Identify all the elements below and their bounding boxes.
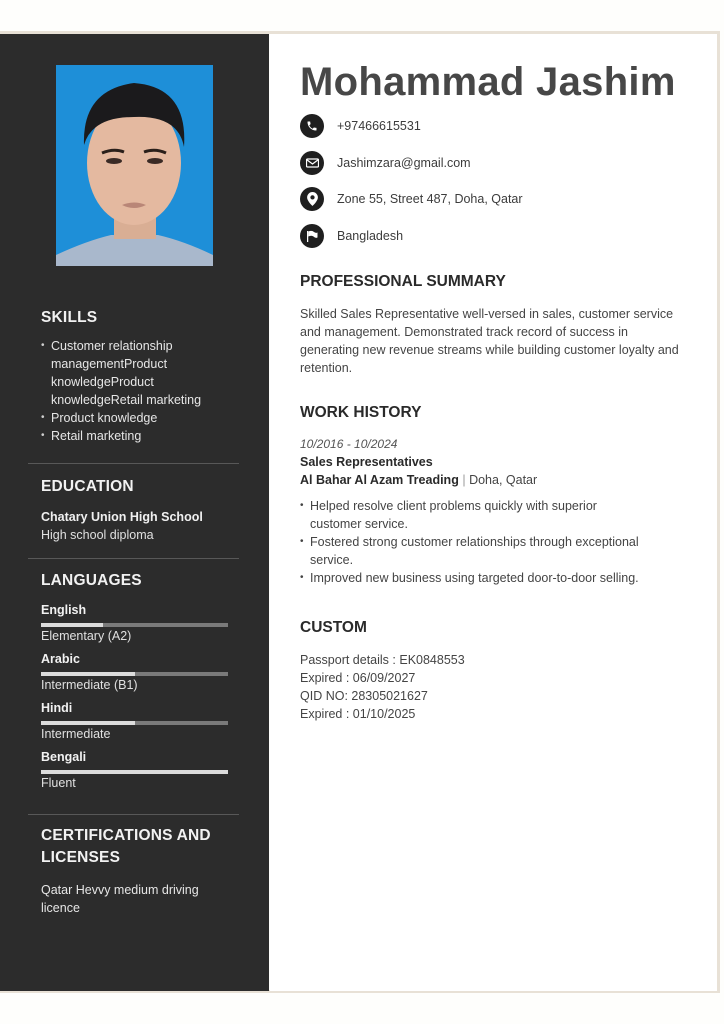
job-location: Doha, Qatar: [469, 473, 538, 487]
job-dates: 10/2016 - 10/2024: [300, 437, 398, 451]
location-pin-icon: [300, 187, 324, 211]
candidate-name: Mohammad Jashim: [300, 60, 676, 104]
language-proficiency-bar: [41, 672, 228, 676]
job-bullet: • Improved new business using targeted door-to-door selling.: [300, 569, 685, 587]
language-item: [41, 602, 241, 645]
certification-item: Qatar Hevvy medium driving licence: [41, 883, 199, 915]
education-school: Chatary Union High School: [41, 510, 203, 524]
language-level: Intermediate (B1): [41, 678, 138, 692]
skill-item: • Retail marketing: [41, 427, 241, 445]
job-company-line: [300, 471, 685, 489]
skills-list: [41, 337, 241, 445]
contact-text: Bangladesh: [337, 229, 404, 243]
qid-expiry: Expired : 01/10/2025: [300, 707, 416, 721]
language-proficiency-fill: [41, 721, 135, 725]
contact-address: [300, 187, 523, 211]
profile-photo: [56, 65, 213, 266]
job-title: Sales Representatives: [300, 455, 433, 469]
language-proficiency-bar: [41, 623, 228, 627]
contact-text: Zone 55, Street 487, Doha, Qatar: [337, 192, 523, 206]
language-name: Arabic: [41, 652, 80, 666]
language-proficiency-fill: [41, 770, 228, 774]
sidebar: [0, 34, 269, 991]
separator: |: [462, 473, 466, 487]
language-level: Elementary (A2): [41, 629, 132, 643]
certifications-heading: CERTIFICATIONS AND LICENSES: [41, 827, 211, 866]
language-name: Bengali: [41, 750, 87, 764]
section-divider: [28, 558, 239, 559]
job-bullet: • Helped resolve client problems quickly with superior customer service.: [300, 497, 640, 533]
portrait-icon: [56, 65, 213, 266]
skills-heading: SKILLS: [41, 309, 98, 326]
certifications-section: [41, 825, 241, 917]
languages-section: [41, 570, 241, 792]
job-bullets: [300, 497, 685, 587]
languages-heading: LANGUAGES: [41, 572, 142, 589]
work-history-heading: WORK HISTORY: [300, 404, 422, 421]
contact-email: [300, 151, 471, 175]
education-degree: High school diploma: [41, 528, 154, 542]
language-name: English: [41, 603, 87, 617]
section-divider: [28, 463, 239, 464]
custom-details: [300, 651, 465, 723]
main-content: [270, 34, 717, 991]
job-company: Al Bahar Al Azam Treading: [300, 473, 459, 487]
flag-icon: [300, 224, 324, 248]
contact-phone: [300, 114, 421, 138]
language-proficiency-bar: [41, 770, 228, 774]
language-level: Intermediate: [41, 727, 111, 741]
contact-text: Jashimzara@gmail.com: [337, 156, 471, 170]
custom-heading: CUSTOM: [300, 619, 367, 636]
summary-heading: PROFESSIONAL SUMMARY: [300, 273, 506, 290]
language-name: Hindi: [41, 701, 73, 715]
language-proficiency-fill: [41, 672, 135, 676]
language-item: [41, 651, 241, 694]
skills-section: [41, 307, 241, 445]
education-section: [41, 476, 241, 544]
job-bullet: • Fostered strong customer relationships through exceptional service.: [300, 533, 685, 569]
contact-nationality: [300, 224, 403, 248]
language-item: [41, 749, 241, 792]
contact-text: +97466615531: [337, 119, 421, 133]
qid-number: QID NO: 28305021627: [300, 689, 428, 703]
education-heading: EDUCATION: [41, 478, 134, 495]
skill-item: • Product knowledge: [41, 409, 241, 427]
phone-icon: [300, 114, 324, 138]
summary-text: Skilled Sales Representative well-versed in sales, customer service and management. Demonstrated track record of success in generating new revenue streams while building customer loyalty and retention.: [300, 307, 679, 375]
skill-item: • Customer relationship managementProduct knowledgeProduct knowledgeRetail marketing: [41, 337, 221, 409]
language-level: Fluent: [41, 776, 76, 790]
mail-icon: [300, 151, 324, 175]
language-item: [41, 700, 241, 743]
passport-number: Passport details : EK0848553: [300, 653, 465, 667]
language-proficiency-fill: [41, 623, 103, 627]
language-proficiency-bar: [41, 721, 228, 725]
section-divider: [28, 814, 239, 815]
passport-expiry: Expired : 06/09/2027: [300, 671, 416, 685]
job-entry: [300, 435, 685, 587]
